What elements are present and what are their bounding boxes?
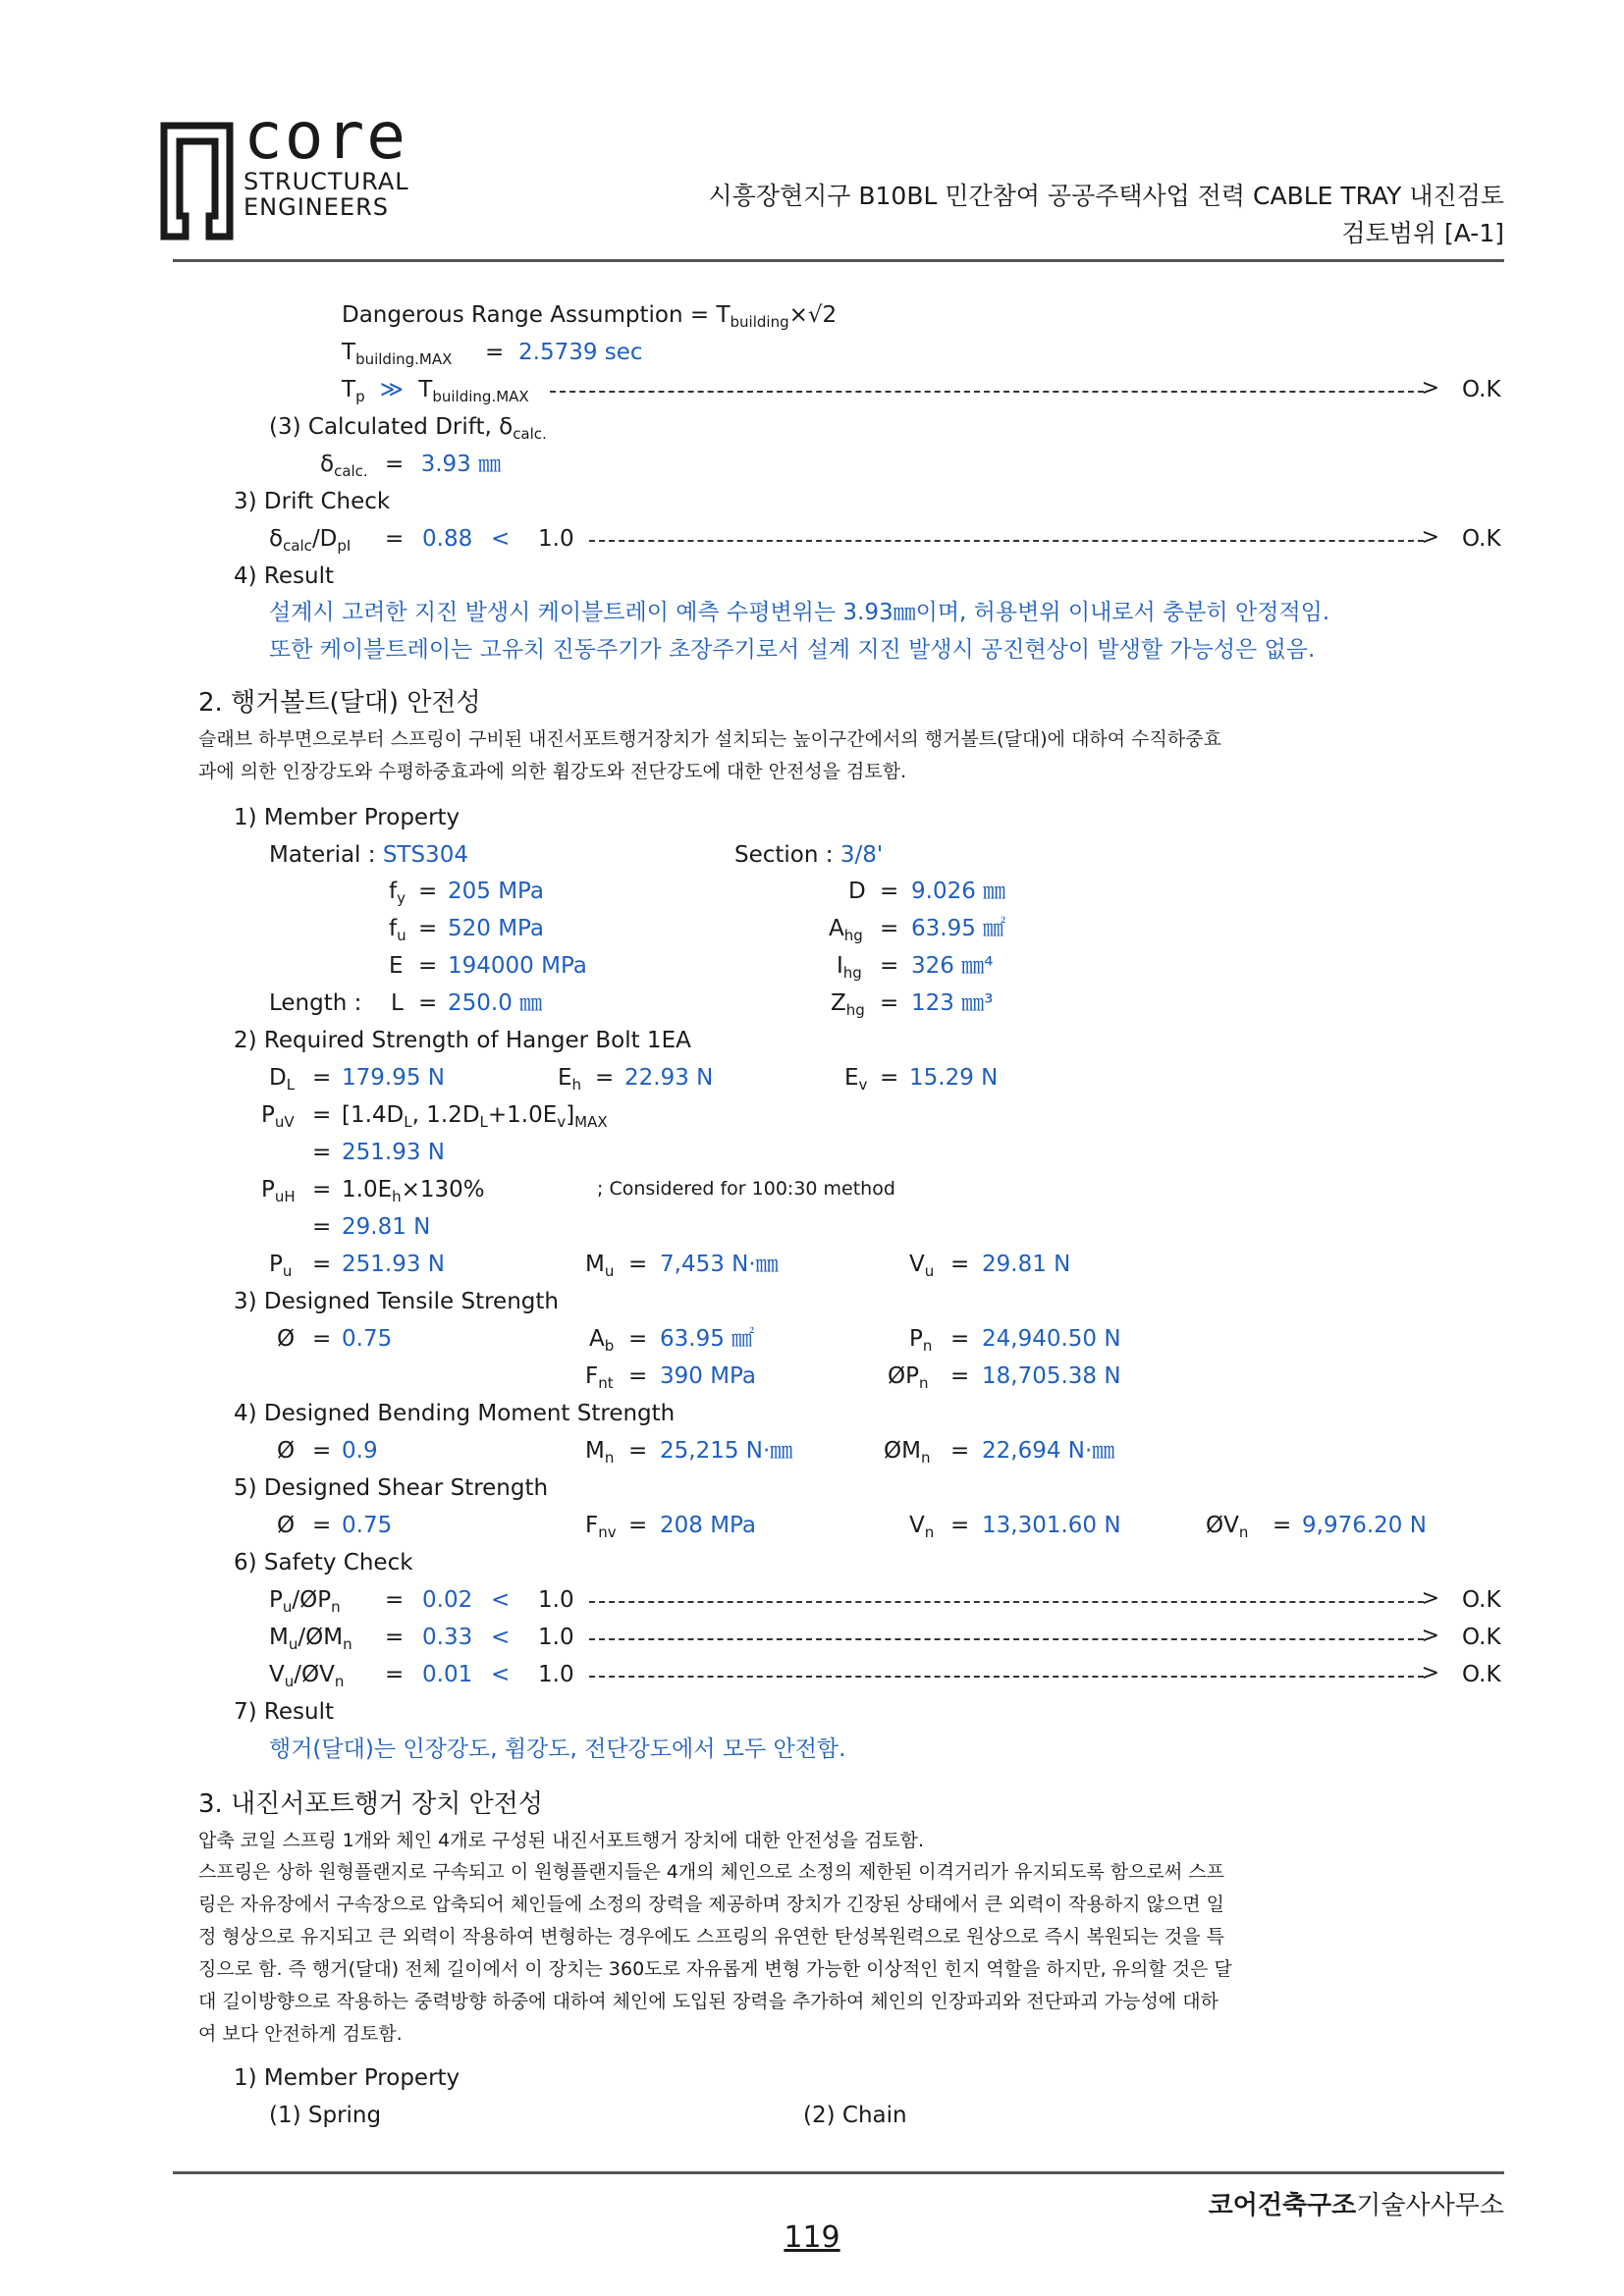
check-pu-lhs: $P_u/ØP_n$: [269, 1587, 341, 1616]
check-vu-value: 0.01: [422, 1662, 473, 1687]
logo-line2: ENGINEERS: [244, 193, 389, 221]
sec2-heading: 2. 행거볼트(달대) 안전성: [198, 688, 481, 718]
fnv-eq: =: [628, 1513, 648, 1538]
fnv-sym: $F_{nv}$: [585, 1513, 617, 1541]
ok-tp: O.K: [1462, 377, 1501, 402]
ahg-value: 63.95 ㎟: [911, 916, 1006, 941]
vu-eq: =: [950, 1252, 970, 1277]
check-vu-one: 1.0: [538, 1662, 574, 1687]
ok-drift: O.K: [1462, 526, 1501, 552]
member-head: 1) Member Property: [234, 805, 460, 830]
sec2-result-head: 7) Result: [234, 1699, 334, 1725]
d-sym: D: [848, 879, 866, 904]
ihg-eq: =: [880, 953, 899, 979]
sec3-chain: (2) Chain: [803, 2103, 907, 2128]
check-vu-eq: =: [385, 1662, 405, 1687]
drift-result-line1: 설계시 고려한 지진 발생시 케이블트레이 예측 수평변위는 3.93㎜이며, 허용변위 이내로서 충분히 안정적임.: [269, 600, 1330, 625]
check-pu-ok: O.K: [1462, 1587, 1501, 1613]
phipn-sym: $ØP_n$: [888, 1363, 929, 1392]
l-eq: =: [418, 990, 438, 1016]
puh-note: ; Considered for 100:30 method: [597, 1178, 895, 1200]
check-vu-lhs: $V_u/ØV_n$: [269, 1662, 345, 1690]
sec3-member-head: 1) Member Property: [234, 2065, 460, 2091]
pu-eq: =: [312, 1252, 332, 1277]
pn-sym: $P_n$: [909, 1326, 933, 1355]
e-sym: E: [389, 953, 404, 979]
tmax-value: 2.5739 sec: [518, 340, 643, 365]
phimn-value: 22,694 N·㎜: [982, 1438, 1115, 1464]
sec3-p2-line: 대 길이방향으로 작용하는 중력방향 하중에 대하여 체인에 도입된 장력을 추가하여 체인의 인장파괴와 전단파괴 가능성에 대하: [198, 1991, 1218, 2012]
ev-eq: =: [880, 1065, 899, 1091]
page-number: 119: [784, 2220, 840, 2255]
vn-value: 13,301.60 N: [982, 1513, 1121, 1538]
check-pu-one: 1.0: [538, 1587, 574, 1613]
phi-b-eq: =: [312, 1438, 332, 1464]
fu-sym: $f_u$: [389, 916, 406, 944]
fnt-sym: $F_{nt}$: [585, 1363, 614, 1392]
mn-value: 25,215 N·㎜: [660, 1438, 793, 1464]
phimn-sym: $ØM_n$: [884, 1438, 931, 1467]
eh-eq: =: [595, 1065, 615, 1091]
footer-rule: [173, 2171, 1504, 2174]
d-eq: =: [880, 879, 899, 904]
footer-company: 코어건축구조기술사사무소: [1208, 2191, 1504, 2220]
sec3-p2-line: 스프링은 상하 원형플랜지로 구속되고 이 원형플랜지들은 4개의 체인으로 소정의 제한된 이격거리가 유지되도록 함으로써 스프: [198, 1861, 1225, 1883]
phi-v-value: 0.75: [342, 1513, 393, 1538]
tp-compare: $T_p$ ≫ $T_{building.MAX}$: [342, 377, 529, 405]
vu-sym: $V_u$: [909, 1252, 935, 1280]
ab-eq: =: [628, 1326, 648, 1352]
sec2-result-text: 행거(달대)는 인장강도, 휨강도, 전단강도에서 모두 안전함.: [269, 1736, 846, 1762]
phi-v-eq: =: [312, 1513, 332, 1538]
eh-value: 22.93 N: [624, 1065, 714, 1091]
puh-sym: $P_{uH}$: [261, 1177, 296, 1205]
fnv-value: 208 MPa: [660, 1513, 756, 1538]
phipn-eq: =: [950, 1363, 970, 1389]
phi-v-sym: Ø: [277, 1513, 296, 1538]
zhg-eq: =: [880, 990, 899, 1016]
phi-b-sym: Ø: [277, 1438, 296, 1464]
l-value: 250.0 ㎜: [448, 990, 543, 1016]
phi-b-value: 0.9: [342, 1438, 378, 1464]
check-mu-ok: O.K: [1462, 1625, 1501, 1650]
ihg-value: 326 ㎜⁴: [911, 953, 994, 979]
ahg-sym: $A_{hg}$: [829, 916, 863, 944]
drift-result-line2: 또한 케이블트레이는 고유치 진동주기가 초장주기로서 설계 지진 발생시 공진현상이 발생할 가능성은 없음.: [269, 637, 1316, 663]
vn-eq: =: [950, 1513, 970, 1538]
check-mu-eq: =: [385, 1625, 405, 1650]
header-rule: [173, 259, 1504, 262]
dash-leader: [589, 540, 1424, 542]
check-pu-eq: =: [385, 1587, 405, 1613]
dash-leader: [550, 391, 1424, 393]
puv-sym: $P_{uV}$: [261, 1102, 295, 1131]
fy-sym: $f_y$: [389, 879, 406, 907]
danger-range: Dangerous Range Assumption = $T_{building}\times√2$: [342, 302, 838, 331]
sec2-desc1: 슬래브 하부면으로부터 스프링이 구비된 내진서포트행거장치가 설치되는 높이구간에서의 행거볼트(달대)에 대하여 수직하중효: [198, 728, 1221, 750]
check-pu-value: 0.02: [422, 1587, 473, 1613]
dl-value: 179.95 N: [342, 1065, 445, 1091]
fnt-eq: =: [628, 1363, 648, 1389]
sec3-p2-line: 정 형상으로 유지되고 큰 외력이 작용하여 변형하는 경우에도 스프링의 유연한 탄성복원력으로 원상으로 즉시 복원되는 것을 특: [198, 1926, 1225, 1948]
section: Section : 3/8': [734, 842, 884, 868]
check-mu-one: 1.0: [538, 1625, 574, 1650]
zhg-sym: $Z_{hg}$: [831, 990, 865, 1019]
zhg-value: 123 ㎜³: [911, 990, 994, 1016]
mu-value: 7,453 N·㎜: [660, 1252, 779, 1277]
calc-line: $\delta_{calc.} = 3.93$ ㎜: [320, 452, 502, 480]
drift-check-one: 1.0: [538, 526, 574, 552]
mu-sym: $M_u$: [585, 1252, 615, 1280]
pn-value: 24,940.50 N: [982, 1326, 1121, 1352]
phi-t-eq: =: [312, 1326, 332, 1352]
sec3-p2-line: 링은 자유장에서 구속장으로 압축되어 체인들에 소정의 장력을 제공하며 장치가 긴장된 상태에서 큰 외력이 작용하지 않으면 일: [198, 1894, 1225, 1915]
sec3-heading: 3. 내진서포트행거 장치 안전성: [198, 1789, 543, 1819]
d-value: 9.026 ㎜: [911, 879, 1006, 904]
tmax-line: $T_{building.MAX}$: [342, 340, 453, 368]
phimn-eq: =: [950, 1438, 970, 1464]
ev-sym: $E_v$: [844, 1065, 868, 1094]
logo-frame-icon: [160, 122, 234, 240]
phivn-value: 9,976.20 N: [1302, 1513, 1427, 1538]
drift-check-lhs: $\delta_{calc}/D_{pI}$: [269, 526, 352, 555]
sec3-p2-line: 징으로 함. 즉 행거(달대) 전체 길이에서 이 장치는 360도로 자유롭게 변형 가능한 이상적인 힌지 역할을 하지만, 유의할 것은 달: [198, 1958, 1232, 1980]
pn-eq: =: [950, 1326, 970, 1352]
puh-eq: =: [312, 1177, 332, 1202]
puv-formula: [$1.4D_L$, $1.2D_L+1.0E_v]_{MAX}$: [342, 1102, 608, 1131]
safety-head: 6) Safety Check: [234, 1550, 413, 1575]
req-head: 2) Required Strength of Hanger Bolt 1EA: [234, 1028, 691, 1053]
check-vu-lt: <: [491, 1662, 511, 1687]
fy-eq: =: [418, 879, 438, 904]
pu-sym: $P_u$: [269, 1252, 293, 1280]
check-mu-lt: <: [491, 1625, 511, 1650]
ev-value: 15.29 N: [909, 1065, 999, 1091]
tmax-eq: =: [485, 340, 505, 365]
drift-result-head: 4) Result: [234, 563, 334, 589]
puh-formula: $1.0E_h\times 130\%$: [342, 1177, 485, 1205]
logo-word: core: [244, 98, 407, 174]
calc-head: (3) Calculated Drift, $\delta_{calc.}$: [269, 414, 547, 443]
vn-sym: $V_n$: [909, 1513, 935, 1541]
fu-eq: =: [418, 916, 438, 941]
ab-value: 63.95 ㎟: [660, 1326, 755, 1352]
drift-check-lt: <: [491, 526, 511, 552]
sec3-p1: 압축 코일 스프링 1개와 체인 4개로 구성된 내진서포트행거 장치에 대한 안전성을 검토함.: [198, 1830, 925, 1851]
check-mu-lhs: $M_u/ØM_n$: [269, 1625, 352, 1653]
fy-value: 205 MPa: [448, 879, 544, 904]
puv-eq: =: [312, 1102, 332, 1128]
drift-check-eq: =: [385, 526, 405, 552]
dash-leader: [589, 1638, 1424, 1640]
phi-t-value: 0.75: [342, 1326, 393, 1352]
sec2-desc2: 과에 의한 인장강도와 수평하중효과에 의한 휨강도와 전단강도에 대한 안전성을 검토함.: [198, 761, 907, 782]
fnt-value: 390 MPa: [660, 1363, 756, 1389]
vu-value: 29.81 N: [982, 1252, 1071, 1277]
check-pu-lt: <: [491, 1587, 511, 1613]
fu-value: 520 MPa: [448, 916, 544, 941]
shear-head: 5) Designed Shear Strength: [234, 1475, 549, 1501]
l-sym: L: [391, 990, 404, 1016]
phivn-eq: =: [1272, 1513, 1292, 1538]
phi-t-sym: Ø: [277, 1326, 296, 1352]
ab-sym: $A_b$: [589, 1326, 615, 1355]
mu-eq: =: [628, 1252, 648, 1277]
dl-sym: $D_L$: [269, 1065, 296, 1094]
sec3-p2-line: 여 보다 안전하게 검토함.: [198, 2023, 403, 2045]
sec3-spring: (1) Spring: [269, 2103, 382, 2128]
dl-eq: =: [312, 1065, 332, 1091]
check-mu-value: 0.33: [422, 1625, 473, 1650]
puv-eq2: =: [312, 1140, 332, 1165]
header-title: 시흥장현지구 B10BL 민간참여 공공주택사업 전력 CABLE TRAY 내진검토: [708, 182, 1504, 210]
logo-line1: STRUCTURAL: [244, 168, 409, 195]
puh-eq2: =: [312, 1214, 332, 1240]
dash-leader: [589, 1601, 1424, 1603]
phivn-sym: $ØV_n$: [1206, 1513, 1249, 1541]
e-value: 194000 MPa: [448, 953, 587, 979]
mn-eq: =: [628, 1438, 648, 1464]
bend-head: 4) Designed Bending Moment Strength: [234, 1401, 676, 1426]
drift-check-value: 0.88: [422, 526, 473, 552]
material: Material : STS304: [269, 842, 468, 868]
phipn-value: 18,705.38 N: [982, 1363, 1121, 1389]
tens-head: 3) Designed Tensile Strength: [234, 1289, 559, 1314]
e-eq: =: [418, 953, 438, 979]
check-vu-ok: O.K: [1462, 1662, 1501, 1687]
eh-sym: $E_h$: [558, 1065, 582, 1094]
dash-leader: [589, 1676, 1424, 1678]
puv-value: 251.93 N: [342, 1140, 445, 1165]
pu-value: 251.93 N: [342, 1252, 445, 1277]
drift-check-head: 3) Drift Check: [234, 489, 391, 514]
length-label: Length :: [269, 990, 362, 1016]
ihg-sym: $I_{hg}$: [837, 953, 862, 982]
puh-value: 29.81 N: [342, 1214, 431, 1240]
ahg-eq: =: [880, 916, 899, 941]
mn-sym: $M_n$: [585, 1438, 615, 1467]
header-scope: 검토범위 [A-1]: [1341, 219, 1504, 247]
